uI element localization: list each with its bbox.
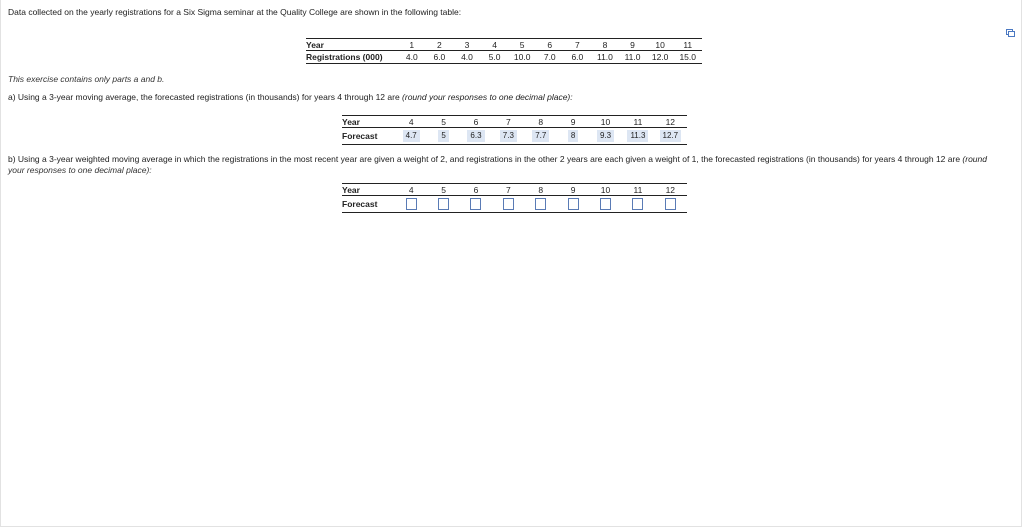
year-cell: 6: [536, 39, 564, 51]
year-cell: 12: [654, 116, 686, 128]
forecast-answer: 5: [438, 130, 448, 142]
year-cell: 10: [589, 184, 621, 196]
year-cell: 6: [460, 184, 492, 196]
registration-cell: 6.0: [426, 51, 454, 64]
forecast-answer: 6.3: [467, 130, 484, 142]
forecast-answer: 12.7: [660, 130, 682, 142]
exercise-note: This exercise contains only parts a and b.: [8, 74, 165, 84]
part-a-text: a) Using a 3-year moving average, the forecasted registrations (in thousands) for years 4 through 12 are: [8, 92, 403, 102]
table-row: [342, 128, 687, 145]
part-b-text: b) Using a 3-year weighted moving average in which the registrations in the most recent year are given a weight of 2, and registrations in the other 2 years are each given a weight of 1, the forecasted registrations (in thousands) for years 4 through 12 are: [8, 154, 963, 164]
registration-cell: 10.0: [508, 51, 536, 64]
part-b-hint-start: (round: [962, 154, 987, 164]
registration-cell: 7.0: [536, 51, 564, 64]
part-b-hint-end: your responses to one decimal place):: [8, 165, 152, 175]
year-cell: 9: [619, 39, 647, 51]
year-cell: 9: [557, 184, 589, 196]
forecast-answer: 11.3: [627, 130, 648, 142]
year-cell: 7: [564, 39, 592, 51]
year-cell: 5: [508, 39, 536, 51]
registration-cell: 12.0: [646, 51, 674, 64]
year-cell: 4: [395, 184, 427, 196]
registration-cell: 4.0: [398, 51, 426, 64]
year-cell: 12: [654, 184, 686, 196]
registration-cell: 11.0: [591, 51, 619, 64]
year-cell: 10: [589, 116, 621, 128]
year-cell: 10: [646, 39, 674, 51]
part-a-table: [342, 115, 687, 145]
registration-cell: 6.0: [564, 51, 592, 64]
registration-cell: 4.0: [453, 51, 481, 64]
year-cell: 4: [481, 39, 509, 51]
forecast-input[interactable]: [438, 198, 449, 210]
forecast-answer: 8: [568, 130, 578, 142]
part-b-table: [342, 183, 687, 213]
year-cell: 11: [622, 184, 654, 196]
table-row: [342, 116, 687, 128]
registrations-table: [306, 38, 702, 64]
forecast-input[interactable]: [535, 198, 546, 210]
year-cell: 5: [427, 184, 459, 196]
registration-cell: 5.0: [481, 51, 509, 64]
forecast-answer: 9.3: [597, 130, 614, 142]
year-cell: 3: [453, 39, 481, 51]
year-cell: 8: [591, 39, 619, 51]
table-row: [306, 51, 702, 64]
registration-cell: 15.0: [674, 51, 702, 64]
year-cell: 4: [395, 116, 427, 128]
row-label-year: Year: [342, 116, 395, 128]
year-cell: 7: [492, 116, 524, 128]
forecast-input[interactable]: [665, 198, 676, 210]
forecast-input[interactable]: [470, 198, 481, 210]
row-label-year: Year: [342, 184, 395, 196]
year-cell: 1: [398, 39, 426, 51]
part-a-question: [8, 92, 573, 102]
row-label-forecast: Forecast: [342, 128, 395, 145]
intro-text: Data collected on the yearly registrations for a Six Sigma seminar at the Quality College are shown in the following table:: [8, 7, 462, 17]
forecast-answer: 7.7: [532, 130, 549, 142]
forecast-answer: 4.7: [403, 130, 420, 142]
forecast-input[interactable]: [632, 198, 643, 210]
part-b-question: [8, 154, 1008, 176]
forecast-input[interactable]: [600, 198, 611, 210]
year-cell: 9: [557, 116, 589, 128]
part-a-hint: (round your responses to one decimal place):: [402, 92, 573, 102]
year-cell: 8: [525, 116, 557, 128]
year-cell: 5: [427, 116, 459, 128]
year-cell: 6: [460, 116, 492, 128]
year-cell: 7: [492, 184, 524, 196]
row-label-registrations: Registrations (000): [306, 51, 398, 64]
year-cell: 11: [622, 116, 654, 128]
registration-cell: 11.0: [619, 51, 647, 64]
forecast-input[interactable]: [406, 198, 417, 210]
forecast-input[interactable]: [503, 198, 514, 210]
row-label-forecast: Forecast: [342, 196, 395, 213]
document-copy-icon[interactable]: [1006, 29, 1015, 37]
forecast-input[interactable]: [568, 198, 579, 210]
year-cell: 2: [426, 39, 454, 51]
table-row: [342, 196, 687, 213]
table-row: [306, 39, 702, 51]
forecast-answer: 7.3: [500, 130, 517, 142]
year-cell: 8: [525, 184, 557, 196]
table-row: [342, 184, 687, 196]
row-label-year: Year: [306, 39, 398, 51]
year-cell: 11: [674, 39, 702, 51]
